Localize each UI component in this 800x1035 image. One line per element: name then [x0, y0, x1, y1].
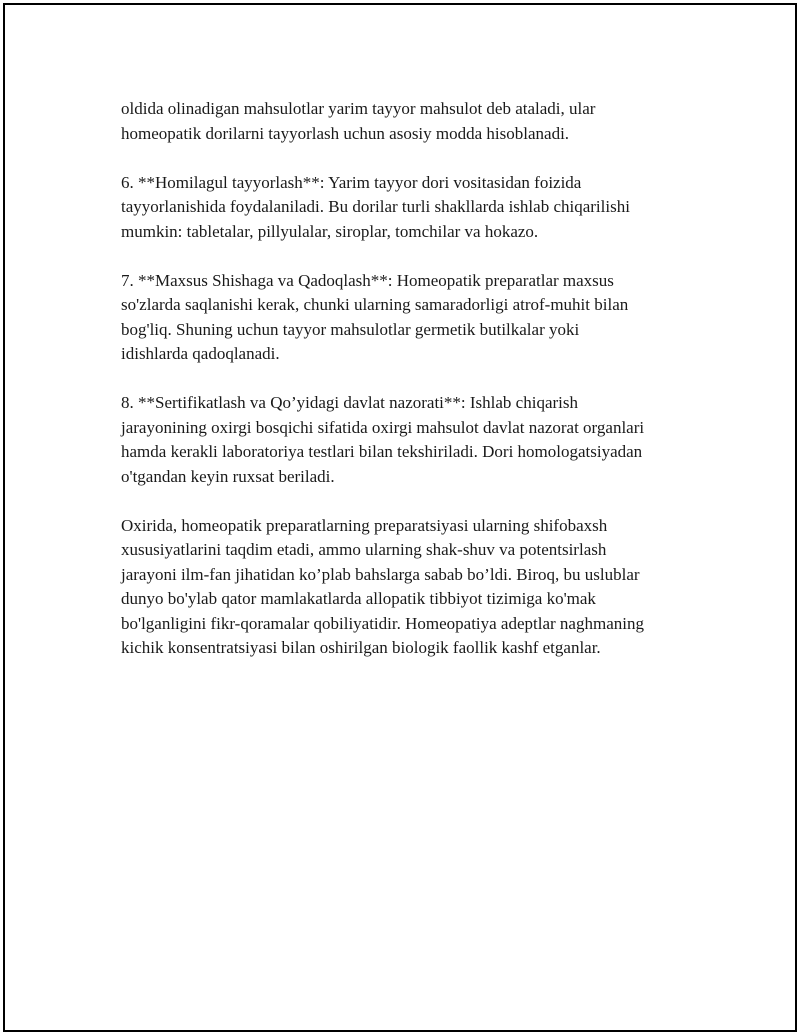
document-body — [121, 97, 701, 685]
paragraph-step-8: 8. **Sertifikatlash va Qo’yidagi davlat nazorati**: Ishlab chiqarish jarayonining oxirgi bosqichi sifatida oxirgi mahsulot davlat nazorat organlari hamda kerakli laboratoriya testlari bilan tekshiriladi. Dori homologatsiyadan o'tgandan keyin ruxsat beriladi. — [121, 393, 645, 486]
paragraph-step-7: 7. **Maxsus Shishaga va Qadoqlash**: Homeopatik preparatlar maxsus so'zlarda saqlanishi kerak, chunki ularning samaradorligi atrof-muhit bilan bog'liq. Shuning uchun tayyor mahsulotlar germetik butilkalar yoki idishlarda qadoqlanadi. — [121, 270, 629, 363]
paragraph-continuation: oldida olinadigan mahsulotlar yarim tayyor mahsulot deb ataladi, ular homeopatik dorilarni tayyorlash uchun asosiy modda hisoblanadi. — [121, 99, 596, 143]
document-page — [3, 3, 797, 1032]
paragraph-step-6: 6. **Homilagul tayyorlash**: Yarim tayyor dori vositasidan foizida tayyorlanishida foydalaniladi. Bu dorilar turli shakllarda ishlab chiqarilishi mumkin: tabletalar, pillyulalar, siroplar, tomchilar va hokazo. — [121, 172, 630, 241]
paragraph-conclusion: Oxirida, homeopatik preparatlarning preparatsiyasi ularning shifobaxsh xususiyatlarini taqdim etadi, ammo ularning shak-shuv va potentsirlash jarayoni ilm-fan jihatidan ko’plab bahslarga sabab bo’ldi. Biroq, bu uslublar dunyo bo'ylab qator mamlakatlarda allopatik tibbiyot tizimiga ko'mak bo'lganligini fikr-qoramalar qobiliyatidir. Homeopatiya adeptlar naghmaning kichik konsentratsiyasi bilan oshirilgan biologik faollik kashf etganlar. — [121, 515, 644, 657]
